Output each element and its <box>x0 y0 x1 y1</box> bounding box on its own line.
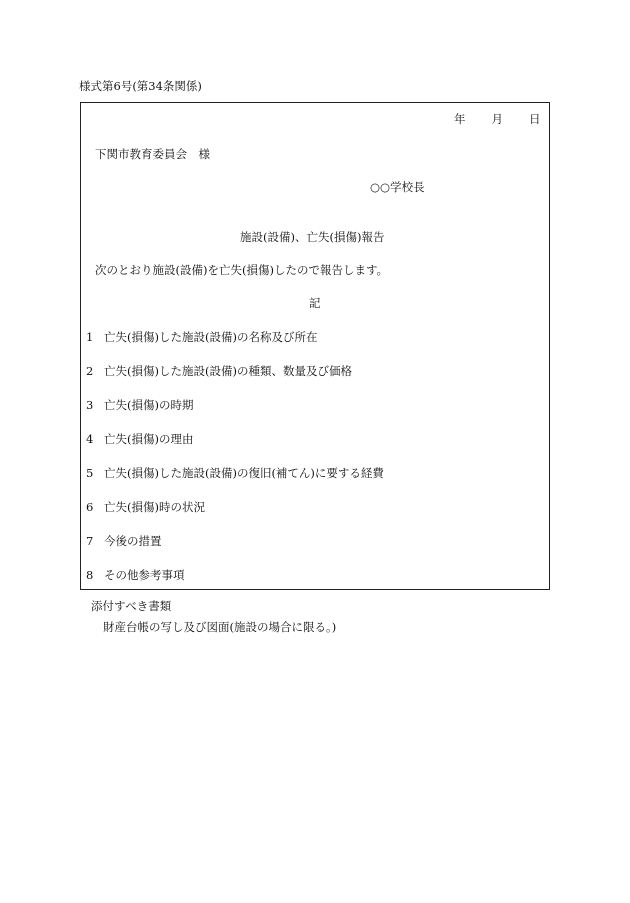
form-box <box>80 102 550 590</box>
attachments-heading: 添付すべき書類 <box>91 599 172 613</box>
item-text: 亡失(損傷)した施設(設備)の種類、数量及び価格 <box>104 364 352 378</box>
report-title: 施設(設備)、亡失(損傷)報告 <box>240 230 385 244</box>
list-item <box>86 502 205 514</box>
list-item <box>86 332 317 344</box>
list-item <box>86 400 193 412</box>
list-item <box>86 366 352 378</box>
item-number: 8 <box>86 568 94 582</box>
item-number: 4 <box>86 432 94 446</box>
date-year: 年 <box>454 112 466 126</box>
addressee: 下関市教育委員会 様 <box>95 147 210 161</box>
item-text: 亡失(損傷)の理由 <box>104 432 194 446</box>
attachments-body: 財産台帳の写し及び図面(施設の場合に限る。) <box>103 620 337 634</box>
item-number: 7 <box>86 534 94 548</box>
list-item <box>86 570 185 582</box>
list-item <box>86 468 384 480</box>
form-title: 様式第6号(第34条関係) <box>79 79 202 93</box>
item-text: 亡失(損傷)した施設(設備)の復旧(補てん)に要する経費 <box>104 466 384 480</box>
list-item <box>86 434 193 446</box>
item-number: 2 <box>86 364 94 378</box>
item-number: 6 <box>86 500 94 514</box>
item-number: 1 <box>86 330 94 344</box>
item-text: 亡失(損傷)の時期 <box>104 398 194 412</box>
date-day: 日 <box>529 112 541 126</box>
date-line <box>454 114 541 126</box>
item-text: その他参考事項 <box>104 568 185 582</box>
date-month: 月 <box>491 112 503 126</box>
item-number: 3 <box>86 398 94 412</box>
ki-heading: 記 <box>309 296 321 310</box>
sender: ○○学校長 <box>370 180 425 194</box>
list-item <box>86 536 162 548</box>
intro-text: 次のとおり施設(設備)を亡失(損傷)したので報告します。 <box>95 263 389 277</box>
item-text: 亡失(損傷)時の状況 <box>104 500 205 514</box>
item-number: 5 <box>86 466 94 480</box>
item-text: 今後の措置 <box>104 534 162 548</box>
item-text: 亡失(損傷)した施設(設備)の名称及び所在 <box>104 330 318 344</box>
